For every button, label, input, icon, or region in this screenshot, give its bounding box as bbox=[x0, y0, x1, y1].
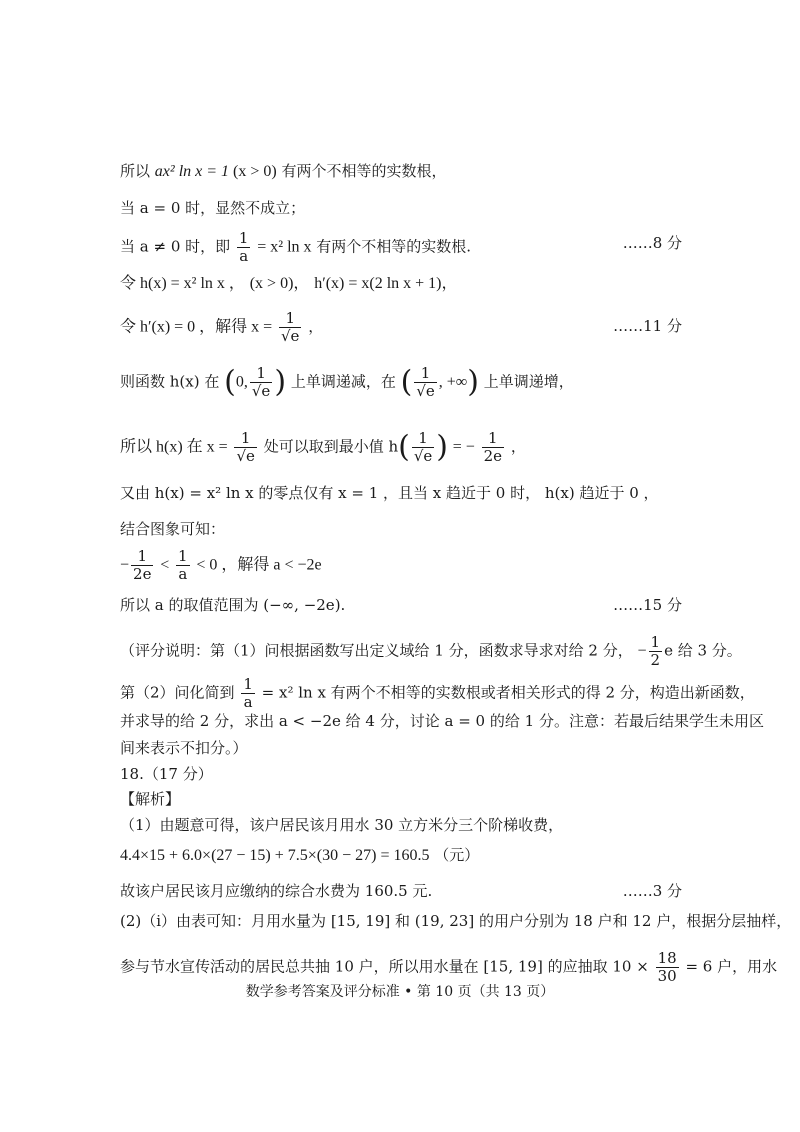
line-graph-conclusion: 结合图象可知： bbox=[120, 520, 226, 538]
line-define-h bbox=[120, 272, 458, 295]
numerator: 1 bbox=[412, 430, 434, 448]
line-scoring-note-1 bbox=[120, 634, 742, 669]
text: 有两个不相等的实数根. bbox=[316, 237, 472, 256]
condition: (x > 0) bbox=[233, 163, 277, 180]
denominator: 30 bbox=[657, 967, 677, 985]
line-fee-conclusion: 故该户居民该月应缴纳的综合水费为 160.5 元. bbox=[120, 882, 433, 900]
line-scoring-note-2 bbox=[120, 676, 755, 711]
numerator: 1 bbox=[650, 633, 661, 651]
paren-right: ) bbox=[467, 364, 479, 400]
fraction bbox=[241, 676, 255, 711]
denominator: a bbox=[243, 693, 253, 711]
fraction bbox=[414, 365, 436, 400]
denominator: 2e bbox=[133, 565, 152, 583]
fraction bbox=[412, 430, 434, 465]
numerator: 18 bbox=[657, 949, 677, 967]
line-solve-derivative bbox=[120, 310, 323, 345]
numerator: 1 bbox=[250, 365, 272, 383]
unit: （元） bbox=[434, 846, 480, 864]
fraction bbox=[176, 548, 190, 583]
equation: = x² ln x bbox=[257, 238, 312, 256]
numerator: 1 bbox=[279, 310, 301, 328]
derivative: h′(x) = x(2 ln x + 1)， bbox=[314, 275, 458, 292]
text: 有两个不相等的实数根， bbox=[281, 162, 447, 180]
numerator: 1 bbox=[414, 365, 436, 383]
interval-start: 0, bbox=[235, 373, 248, 391]
interval-end: , +∞ bbox=[438, 373, 468, 391]
numerator: 1 bbox=[238, 229, 249, 247]
fraction bbox=[482, 430, 504, 465]
numerator: 1 bbox=[243, 675, 253, 693]
fraction bbox=[656, 950, 679, 985]
text: 上单调递减，在 bbox=[290, 372, 396, 391]
text: ， bbox=[308, 317, 324, 336]
domain: (x > 0)， bbox=[249, 275, 310, 292]
line-case-a-zero: 当 a = 0 时，显然不成立； bbox=[120, 199, 306, 217]
fraction bbox=[234, 430, 256, 465]
eq-text: ax² ln x = 1 bbox=[154, 163, 230, 180]
fraction bbox=[279, 310, 301, 345]
h-definition: 令 h(x) = x² ln x ， bbox=[120, 275, 245, 292]
text: 令 h′(x) = 0 ，解得 x = bbox=[120, 318, 273, 336]
numerator: 1 bbox=[131, 548, 153, 566]
line-monotonicity bbox=[120, 365, 574, 400]
text: = x² ln x 有两个不相等的实数根或者相关形式的得 2 分，构造出新函数， bbox=[261, 683, 755, 702]
denominator: 2e bbox=[483, 447, 503, 465]
line-equation-roots bbox=[120, 160, 447, 183]
numerator: 1 bbox=[482, 430, 504, 448]
denominator: √e bbox=[236, 447, 255, 465]
fraction bbox=[649, 634, 663, 669]
score-11: ……11 分 bbox=[613, 317, 682, 335]
text: 参与节水宣传活动的居民总共抽 10 户，所以用水量在 [15, 19] 的应抽取 10 × bbox=[120, 957, 649, 976]
denominator: √e bbox=[416, 382, 435, 400]
equation bbox=[155, 163, 277, 180]
denominator: √e bbox=[251, 382, 271, 400]
denominator: a bbox=[239, 247, 249, 265]
line-case-a-nonzero bbox=[120, 230, 471, 265]
text: （评分说明：第（1）问根据函数写出定义域给 1 分，函数求导求对给 2 分， bbox=[120, 641, 633, 660]
denominator: √e bbox=[281, 327, 300, 345]
less-than: < bbox=[160, 556, 170, 574]
paren-left: ( bbox=[400, 364, 413, 400]
fraction bbox=[250, 365, 272, 400]
denominator: √e bbox=[413, 447, 433, 465]
minus: − bbox=[120, 556, 130, 574]
text: 处可以取到最小值 h bbox=[263, 437, 399, 456]
page-footer: 数学参考答案及评分标准 • 第 10 页（共 13 页） bbox=[245, 984, 555, 1000]
paren-left: ( bbox=[398, 429, 410, 465]
line-inequality bbox=[120, 548, 322, 583]
denominator: a bbox=[178, 565, 188, 583]
question-18-header: 18.（17 分） bbox=[120, 765, 213, 783]
numerator: 1 bbox=[178, 547, 188, 565]
score-8: ……8 分 bbox=[622, 234, 682, 252]
score-15: ……15 分 bbox=[613, 596, 682, 614]
line-scoring-note-4: 间来表示不扣分。） bbox=[120, 739, 248, 757]
text: < 0 ，解得 a < −2e bbox=[196, 556, 322, 574]
expression: 4.4×15 + 6.0×(27 − 15) + 7.5×(30 − 27) = 160.5 bbox=[120, 847, 430, 864]
text: 所以 bbox=[120, 162, 151, 180]
fraction bbox=[131, 548, 153, 583]
line-part-2-i: (2)（i）由表可知：月用水量为 [15, 19] 和 (19, 23] 的用户分别为 18 户和 12 户，根据分层抽样， bbox=[120, 912, 792, 930]
text: 第（2）问化简到 bbox=[120, 683, 235, 702]
line-zero-point: 又由 h(x) = x² ln x 的零点仅有 x = 1 ，且当 x 趋近于 0 时， h(x) 趋近于 0 ， bbox=[120, 484, 659, 502]
minus: − bbox=[637, 642, 647, 660]
line-sampling bbox=[120, 950, 777, 985]
text: 则函数 h(x) 在 bbox=[120, 372, 220, 391]
paren-right: ) bbox=[274, 364, 287, 400]
numerator: 1 bbox=[234, 430, 256, 448]
paren-right: ) bbox=[436, 429, 448, 465]
line-range-of-a: 所以 a 的取值范围为 (−∞, −2e). bbox=[120, 596, 346, 614]
line-scoring-note-3: 并求导的给 2 分，求出 a < −2e 给 4 分，讨论 a = 0 的给 1 分。注意：若最后结果学生未用区 bbox=[120, 712, 764, 730]
analysis-label: 【解析】 bbox=[120, 790, 181, 808]
line-minimum-value bbox=[120, 430, 526, 465]
line-fee-calculation bbox=[120, 844, 479, 867]
text: e 给 3 分。 bbox=[664, 641, 742, 660]
text: ， bbox=[510, 437, 526, 456]
text: 当 a ≠ 0 时，即 bbox=[120, 237, 231, 256]
equals-minus: = − bbox=[452, 438, 475, 456]
text: = 6 户，用水 bbox=[685, 957, 778, 976]
fraction bbox=[237, 230, 251, 265]
text: 所以 h(x) 在 x = bbox=[120, 438, 228, 456]
paren-left: ( bbox=[224, 364, 236, 400]
text: 上单调递增， bbox=[483, 372, 574, 391]
score-3: ……3 分 bbox=[622, 882, 682, 900]
line-part-1-intro: （1）由题意可得，该户居民该月用水 30 立方米分三个阶梯收费， bbox=[120, 816, 564, 834]
denominator: 2 bbox=[650, 651, 661, 669]
